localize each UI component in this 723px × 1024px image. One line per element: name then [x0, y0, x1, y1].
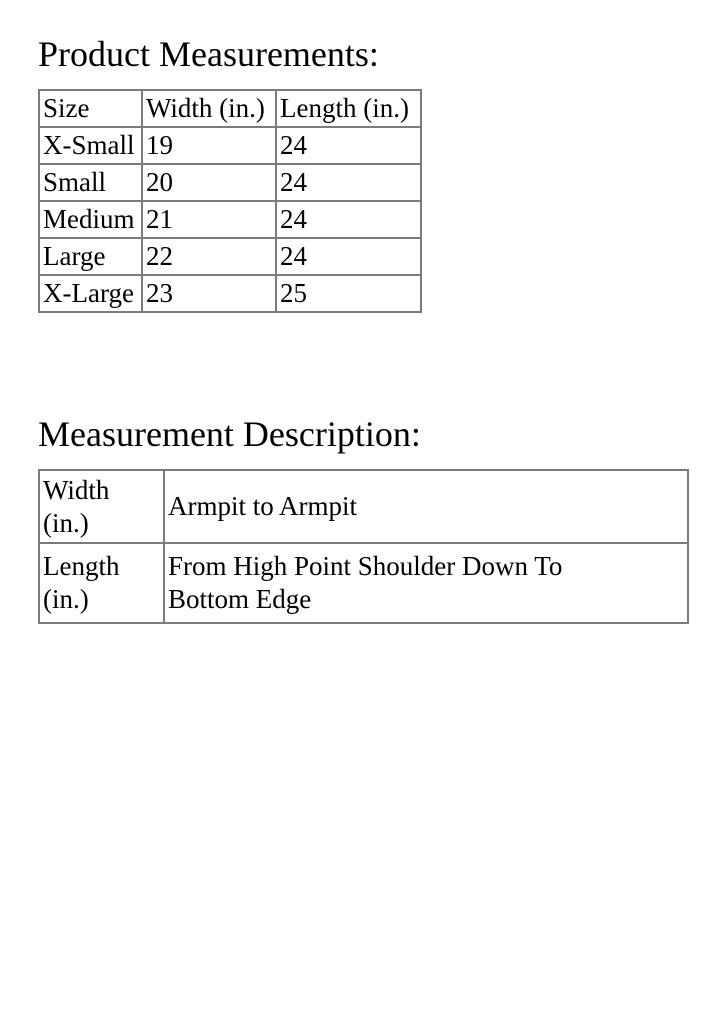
width-cell: 20	[142, 164, 276, 201]
description-text: Armpit to Armpit	[168, 491, 357, 521]
length-cell: 24	[276, 127, 421, 164]
column-header-width: Width (in.)	[142, 90, 276, 127]
measurement-description-table	[38, 469, 689, 624]
product-measurements-table	[38, 89, 422, 313]
measurement-description-title: Measurement Description:	[38, 414, 421, 454]
column-header-size: Size	[39, 90, 142, 127]
size-cell: Large	[39, 238, 142, 275]
table-row	[39, 275, 421, 312]
size-cell: X-Small	[39, 127, 142, 164]
table-row	[39, 543, 688, 623]
table-row	[39, 201, 421, 238]
length-cell: 25	[276, 275, 421, 312]
column-header-length: Length (in.)	[276, 90, 421, 127]
table-row	[39, 470, 688, 543]
product-measurements-title: Product Measurements:	[38, 34, 379, 74]
size-cell: X-Large	[39, 275, 142, 312]
width-cell: 19	[142, 127, 276, 164]
measure-description-width	[164, 470, 688, 543]
length-cell: 24	[276, 238, 421, 275]
width-cell: 23	[142, 275, 276, 312]
length-cell: 24	[276, 201, 421, 238]
size-cell: Medium	[39, 201, 142, 238]
description-text: From High Point Shoulder Down To Bottom Edge	[168, 551, 563, 614]
width-cell: 22	[142, 238, 276, 275]
size-cell: Small	[39, 164, 142, 201]
length-cell: 24	[276, 164, 421, 201]
table-row	[39, 238, 421, 275]
measure-description-length	[164, 543, 688, 623]
table-row	[39, 164, 421, 201]
measure-label-width: Width (in.)	[39, 470, 164, 543]
table-row	[39, 127, 421, 164]
width-cell: 21	[142, 201, 276, 238]
measurements-header-row	[39, 90, 421, 127]
measure-label-length: Length (in.)	[39, 543, 164, 623]
